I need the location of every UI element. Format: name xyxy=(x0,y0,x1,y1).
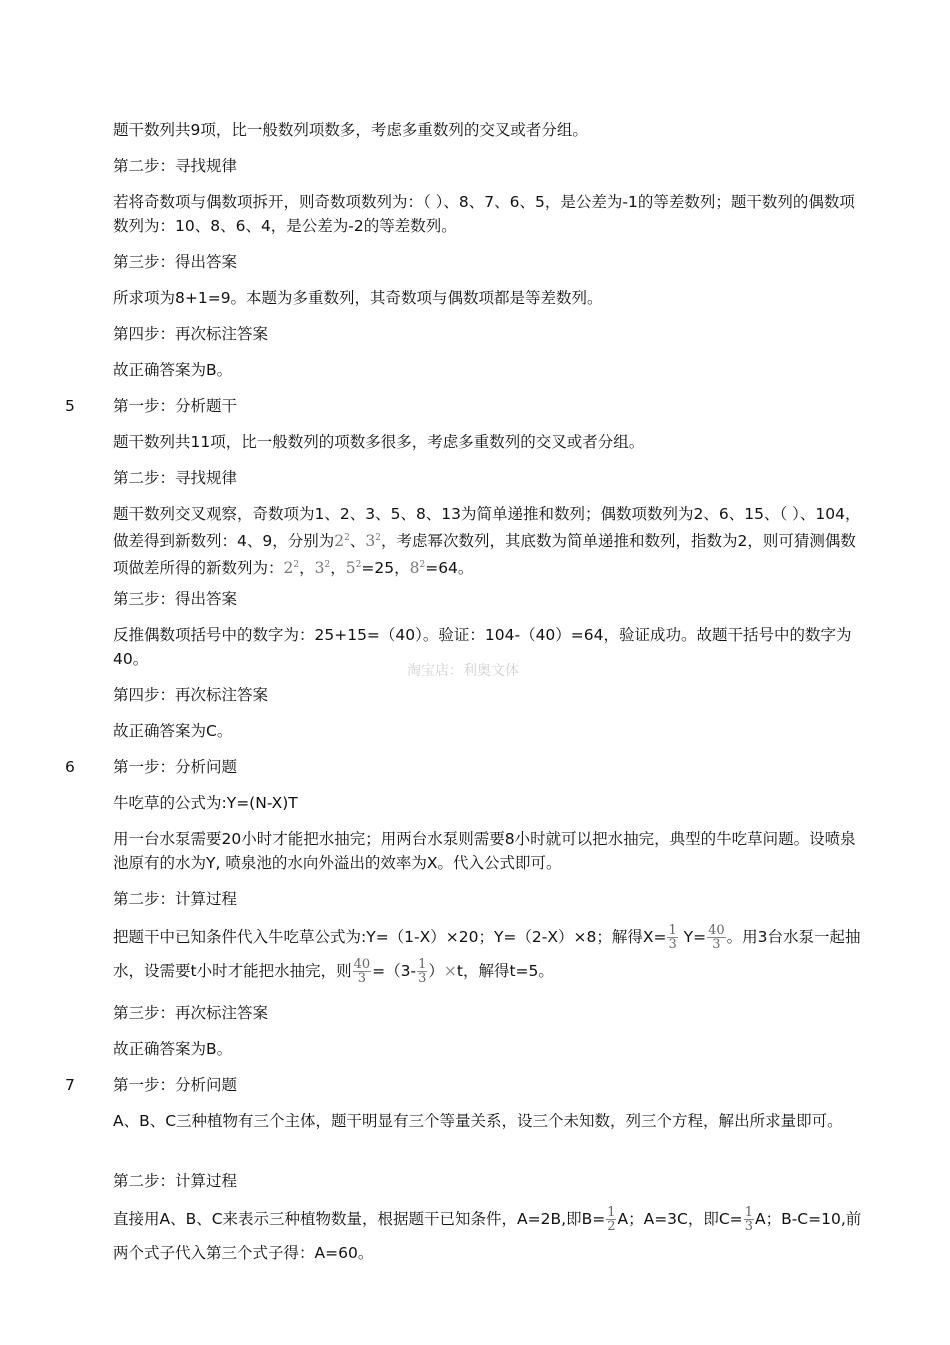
text-line: 题干数列共11项，比一般数列的项数多很多，考虑多重数列的交叉或者分组。 xyxy=(113,433,645,451)
power-5-squared: $5^2$ xyxy=(345,559,362,578)
fraction-1-3: $\frac{1}{3}$ xyxy=(418,957,427,986)
step-heading: 第一步：分析问题 xyxy=(113,758,238,776)
text-paragraph: A、B、C三种植物有三个主体，题干明显有三个等量关系，设三个未知数，列三个方程，解出所求量即可。 xyxy=(113,1112,843,1130)
step-heading: 第二步：计算过程 xyxy=(113,890,238,908)
answer-line: 故正确答案为B。 xyxy=(113,1040,233,1058)
text-paragraph-fractions: 直接用A、B、C来表示三种植物数量，根据题干已知条件，A=2B,即B= $\frac{1}{2}$ A；A=3C，即C= $\frac{1}{3}$ A；B-C=10,前两个式子代入第三个式子得：A=60。 xyxy=(113,1205,862,1262)
step-heading: 第三步：得出答案 xyxy=(113,253,238,271)
answer-line: 故正确答案为B。 xyxy=(113,361,233,379)
step-heading: 第一步：分析题干 xyxy=(113,397,238,415)
question-number: 7 xyxy=(65,1076,75,1094)
fraction-40-3: $\frac{40}{3}$ xyxy=(353,957,371,986)
fraction-1-3: $\frac{1}{3}$ xyxy=(668,923,677,952)
question-number: 5 xyxy=(65,397,75,415)
step-heading: 第一步：分析问题 xyxy=(113,1076,238,1094)
step-heading: 第四步：再次标注答案 xyxy=(113,686,269,704)
power-3-squared: $3^2$ xyxy=(314,559,331,578)
step-heading: 第三步：再次标注答案 xyxy=(113,1004,269,1022)
fraction-1-3: $\frac{1}{3}$ xyxy=(744,1205,753,1234)
question-number: 6 xyxy=(65,758,75,776)
text-paragraph: 用一台水泵需要20小时才能把水抽完；用两台水泵则需要8小时就可以把水抽完，典型的牛吃草问题。设喷泉池原有的水为Y, 喷泉池的水向外溢出的效率为X。代入公式即可。 xyxy=(113,830,856,872)
power-8-squared: $8^2$ xyxy=(409,559,426,578)
power-2-squared: $2^2$ xyxy=(334,532,350,551)
step-heading: 第二步：寻找规律 xyxy=(113,469,238,487)
step-heading: 第四步：再次标注答案 xyxy=(113,325,269,343)
fraction-1-2: $\frac{1}{2}$ xyxy=(607,1205,616,1234)
text-line: 所求项为8+1=9。本题为多重数列，其奇数项与偶数项都是等差数列。 xyxy=(113,289,603,307)
watermark: 淘宝店：利奥文体 xyxy=(407,663,519,679)
step-heading: 第三步：得出答案 xyxy=(113,590,238,608)
power-3-squared: $3^2$ xyxy=(365,532,381,551)
text-paragraph: 若将奇数项与偶数项拆开，则奇数项数列为：（ ）、8、7、6、5，是公差为-1的等差数列；题干数列的偶数项数列为：10、8、6、4，是公差为-2的等差数列。 xyxy=(113,193,855,235)
fraction-40-3: $\frac{40}{3}$ xyxy=(708,923,725,952)
text-paragraph-powers: 题干数列交叉观察，奇数项为1、2、3、5、8、13为简单递推和数列；偶数项数列为2、6、15、（ ）、104，做差得到新数列：4、9，分别为$2^2$、$3^2$，考虑幂次数列，其底数为简单递推和数列，指数为2，则可猜测偶数项做差所得的新数列为：$2^2$，$3^2$，$5^2=25$，$8^2=64$。 xyxy=(113,505,861,578)
power-2-squared: $2^2$ xyxy=(283,559,300,578)
text-paragraph: 反推偶数项括号中的数字为：25+15=（40）。验证：104-（40）=64，验证成功。故题干括号中的数字为40。 xyxy=(113,626,852,668)
answer-line: 故正确答案为C。 xyxy=(113,722,233,740)
text-line: 题干数列共9项，比一般数列项数多，考虑多重数列的交叉或者分组。 xyxy=(113,121,588,139)
step-heading: 第二步：计算过程 xyxy=(113,1172,238,1190)
formula-line: 牛吃草的公式为:Y=(N-X)T xyxy=(113,794,298,812)
text-paragraph-fractions: 把题干中已知条件代入牛吃草公式为:Y=（1-X）×20；Y=（2-X）×8；解得X= $\frac{1}{3}$ Y= $\frac{40}{3}$ 。用3台水泵一起抽水，设需要t小时才能把水抽完，则 $\frac{40}{3}$ =（3- $\frac{1}{3}$ ）×t，解得t=5。 xyxy=(113,923,861,986)
step-heading: 第二步：寻找规律 xyxy=(113,157,238,175)
